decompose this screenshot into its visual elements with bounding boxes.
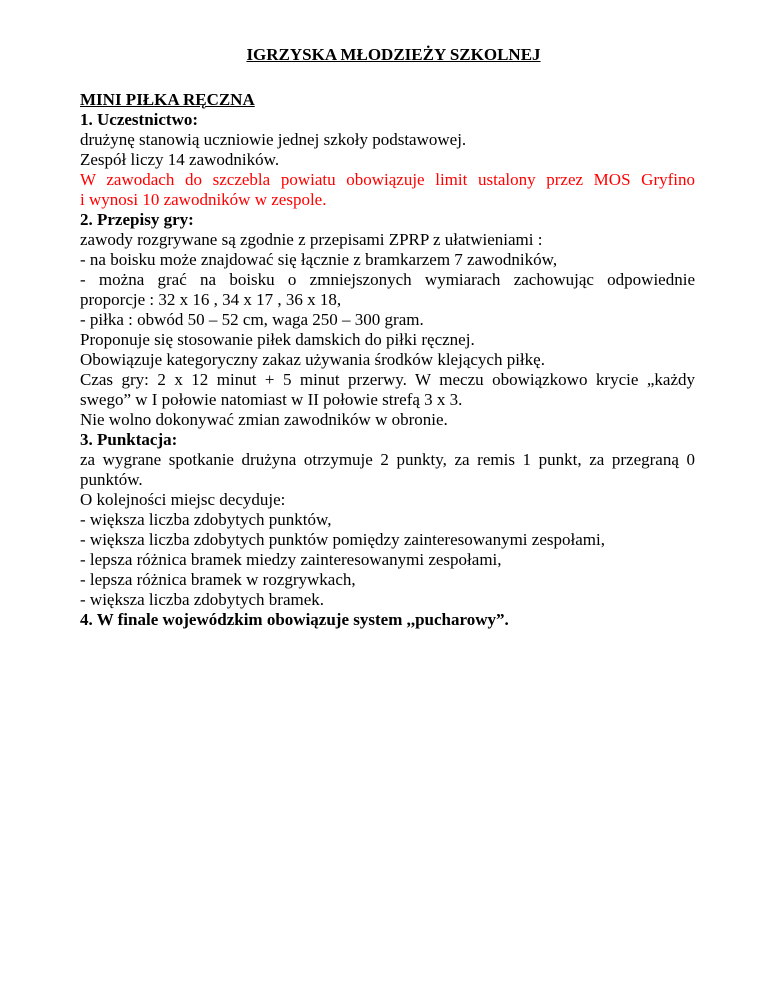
section-participation [80,110,695,210]
text-line: Proponuje się stosowanie piłek damskich do piłki ręcznej. [80,330,475,349]
text-line: swego” w I połowie natomiast w II połowie strefą 3 x 3. [80,390,463,409]
text-line: zawody rozgrywane są zgodnie z przepisami ZPRP z ułatwieniami : [80,230,543,249]
section-final [80,610,695,630]
section-rules [80,210,695,430]
text-line: Czas gry: 2 x 12 minut + 5 minut przerwy. W meczu obowiązkowo krycie „każdy [80,370,695,389]
section-heading: 1. Uczestnictwo: [80,110,199,129]
document-page [80,44,695,630]
text-line: - większa liczba zdobytych punktów pomiędzy zainteresowanymi zespołami, [80,530,605,549]
text-line: - na boisku może znajdować się łącznie z bramkarzem 7 zawodników, [80,250,558,269]
text-line: proporcje : 32 x 16 , 34 x 17 , 36 x 18, [80,290,342,309]
highlighted-text-line: W zawodach do szczebla powiatu obowiązuje limit ustalony przez MOS Gryfino [80,170,695,189]
sport-title: MINI PIŁKA RĘCZNA [80,90,255,109]
highlighted-text-line: i wynosi 10 zawodników w zespole. [80,190,327,209]
text-line: - lepsza różnica bramek w rozgrywkach, [80,570,356,589]
section-heading: 2. Przepisy gry: [80,210,194,229]
document-title: IGRZYSKA MŁODZIEŻY SZKOLNEJ [246,45,541,64]
section-heading: 3. Punktacja: [80,430,178,449]
text-line: punktów. [80,470,143,489]
text-line: - piłka : obwód 50 – 52 cm, waga 250 – 300 gram. [80,310,424,329]
text-line: - można grać na boisku o zmniejszonych wymiarach zachowując odpowiednie [80,270,695,289]
text-line: Nie wolno dokonywać zmian zawodników w obronie. [80,410,448,429]
text-line: O kolejności miejsc decyduje: [80,490,286,509]
text-line: Obowiązuje kategoryczny zakaz używania środków klejących piłkę. [80,350,545,369]
text-line: drużynę stanowią uczniowie jednej szkoły podstawowej. [80,130,467,149]
section-scoring [80,430,695,610]
text-line: Zespół liczy 14 zawodników. [80,150,280,169]
text-line: za wygrane spotkanie drużyna otrzymuje 2 punkty, za remis 1 punkt, za przegraną 0 [80,450,695,469]
text-line: - lepsza różnica bramek miedzy zainteresowanymi zespołami, [80,550,502,569]
text-line: - większa liczba zdobytych bramek. [80,590,325,609]
section-heading: 4. W finale wojewódzkim obowiązuje system ,,pucharowy”. [80,610,509,629]
text-line: - większa liczba zdobytych punktów, [80,510,332,529]
